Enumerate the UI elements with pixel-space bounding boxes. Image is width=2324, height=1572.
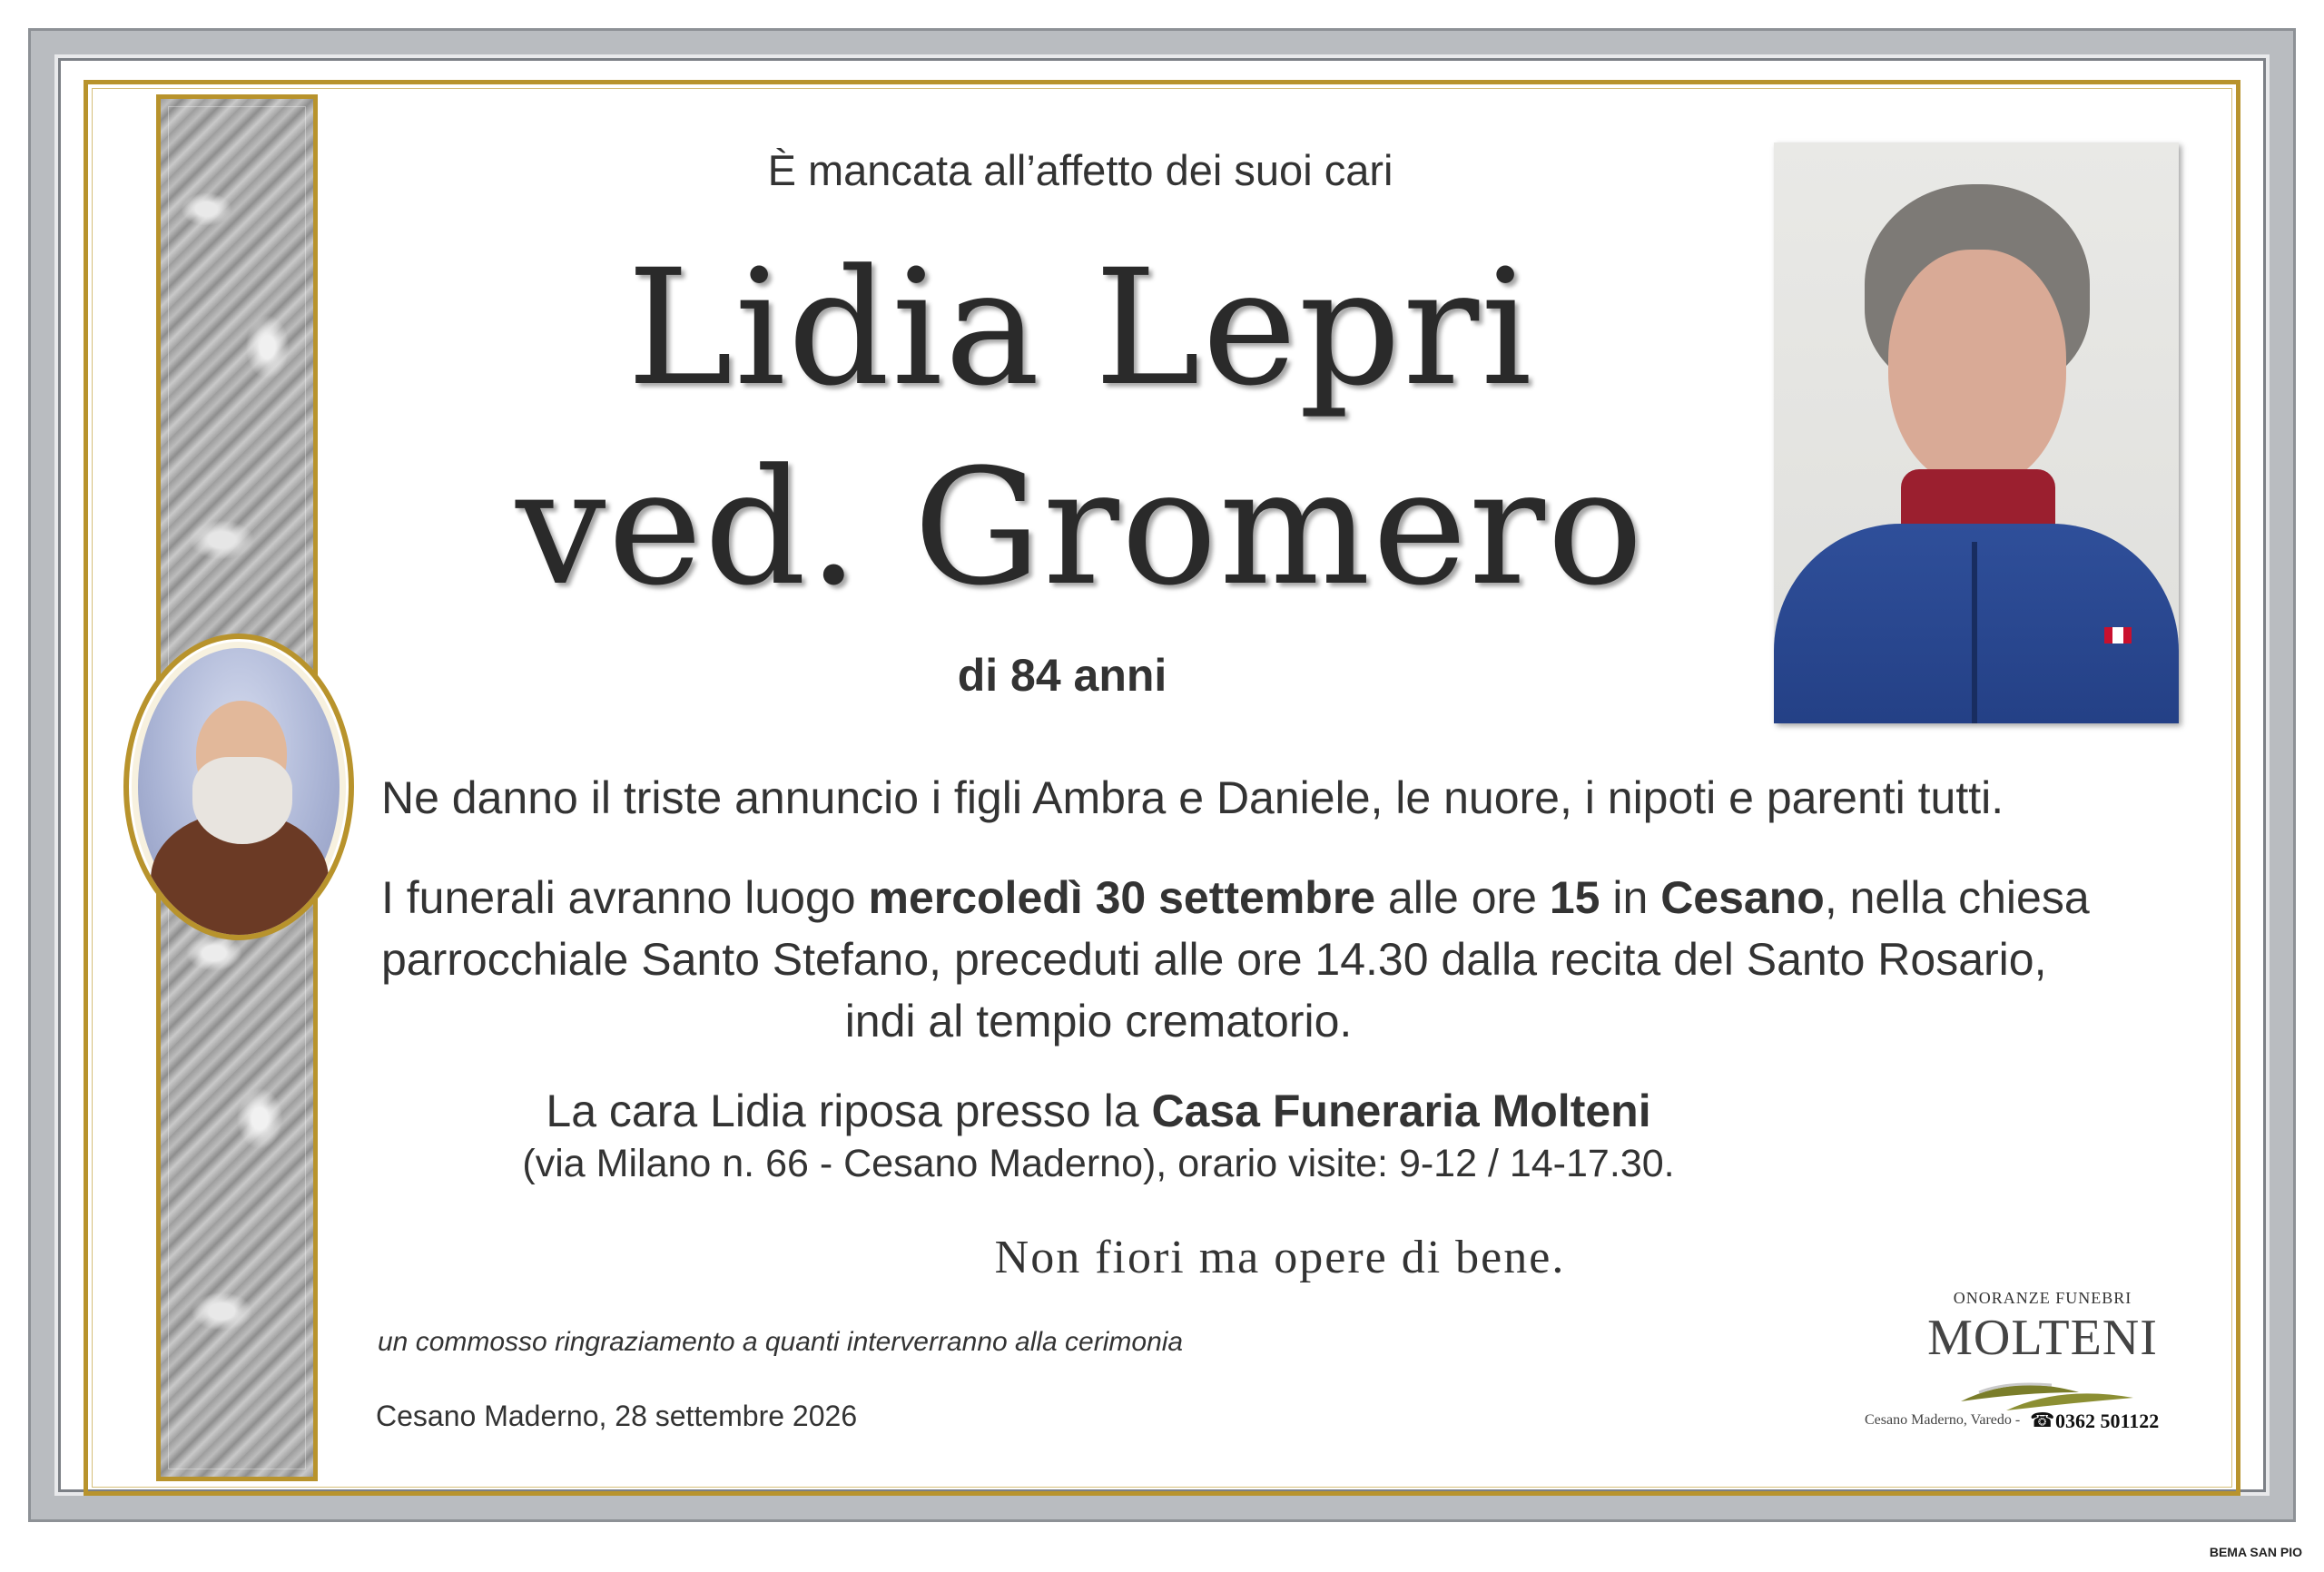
funeral-details xyxy=(381,867,2090,1052)
flag-badge-icon xyxy=(2104,627,2132,644)
resting-place-text: La cara Lidia riposa presso la Casa Funeraria Molteni xyxy=(546,1086,1651,1136)
announcement-text: Ne danno il triste annuncio i figli Ambra e Daniele, le nuore, i nipoti e parenti tutti. xyxy=(381,772,2004,823)
logo-address: Cesano Maderno, Varedo - xyxy=(1865,1412,2021,1428)
print-credit: BEMA SAN PIO xyxy=(2209,1545,2302,1559)
funeral-line-3: indi al tempio crematorio. xyxy=(844,996,1353,1046)
logo-phone: 0362 501122 xyxy=(2055,1410,2160,1432)
deceased-portrait-photo xyxy=(1774,142,2179,723)
age-text: di 84 anni xyxy=(957,650,1167,701)
funeral-line-2: parrocchiale Santo Stefano, preceduti alle ore 14.30 dalla recita del Santo Rosario, xyxy=(381,934,2047,985)
thanks-text: un commosso ringraziamento a quanti interverranno alla cerimonia xyxy=(378,1327,1184,1357)
deceased-name: Lidia Lepri xyxy=(626,235,1534,421)
motto-text: Non fiori ma opere di bene. xyxy=(994,1232,1566,1283)
deceased-name-widow-of: ved. Gromero xyxy=(516,435,1645,621)
funeral-home-logo xyxy=(1852,1289,2233,1434)
logo-name: MOLTENI xyxy=(1927,1310,2158,1366)
funeral-home-name: Casa Funeraria Molteni xyxy=(1151,1086,1651,1136)
date-line: Cesano Maderno, 28 settembre 2026 xyxy=(376,1400,858,1432)
intro-text: È mancata all’affetto dei suoi cari xyxy=(767,146,1393,194)
logo-tagline: ONORANZE FUNEBRI xyxy=(1953,1289,2132,1307)
visiting-hours-text: (via Milano n. 66 - Cesano Maderno), orario visite: 9-12 / 14-17.30. xyxy=(522,1142,1675,1185)
funeral-line-1: I funerali avranno luogo mercoledì 30 settembre alle ore 15 in Cesano, nella chiesa xyxy=(381,872,2090,923)
saint-medallion-image xyxy=(123,634,354,940)
phone-icon: ☎ xyxy=(2030,1409,2055,1431)
